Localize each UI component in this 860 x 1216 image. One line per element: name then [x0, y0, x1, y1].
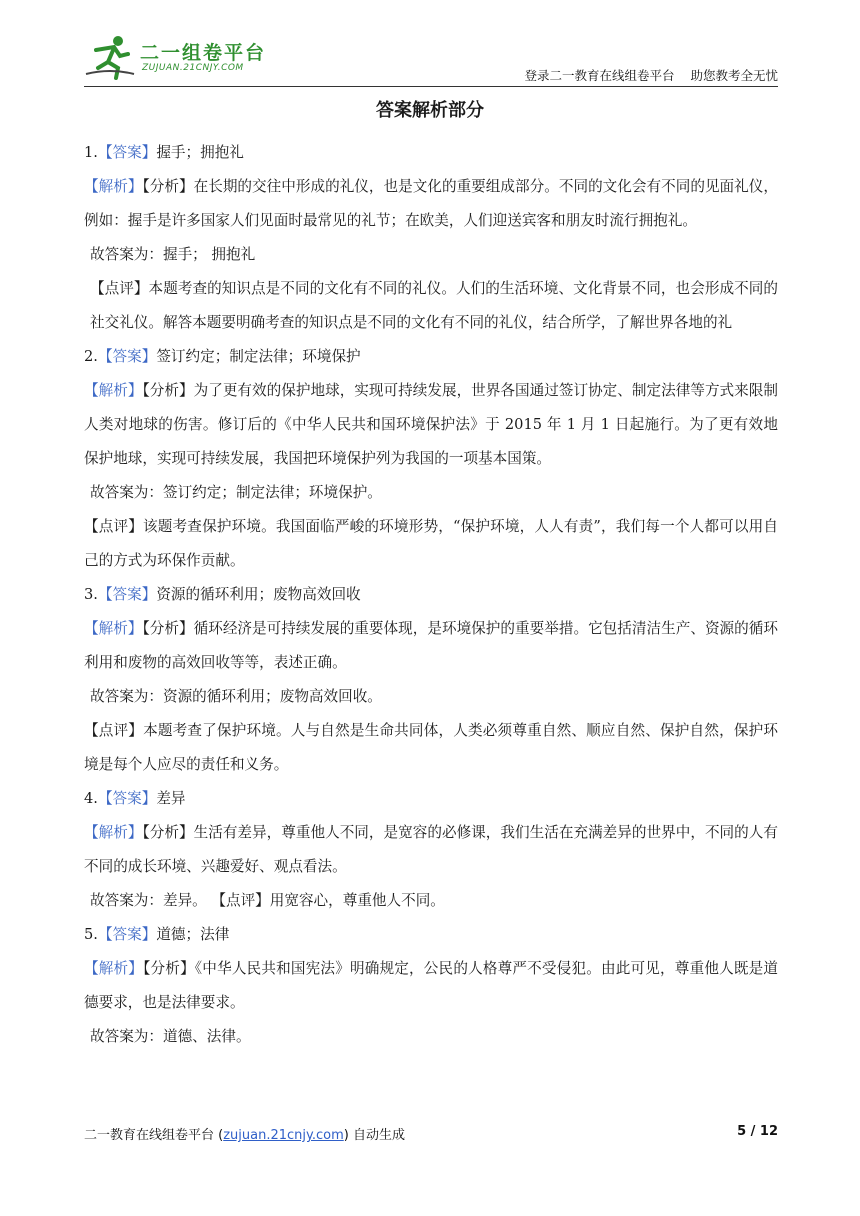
header-tagline: 助您教考全无忧	[690, 68, 778, 83]
answer-1-conclusion: 故答案为：握手； 拥抱礼	[90, 246, 256, 263]
answer-3-text: 资源的循环利用；废物高效回收	[156, 586, 361, 603]
answer-2-line	[84, 340, 778, 374]
answer-3-number: 3.	[84, 586, 98, 603]
page-title: 答案解析部分	[376, 100, 484, 121]
answer-1-line	[84, 136, 778, 170]
answer-5-conclusion: 故答案为：道德、法律。	[90, 1028, 251, 1045]
answer-4-line	[84, 782, 778, 816]
answer-4-tag: 【答案】	[97, 790, 157, 807]
footer-site-link[interactable]: zujuan.21cnjy.com	[223, 1128, 344, 1143]
logo-text: 二一组卷平台	[140, 42, 267, 64]
answer-3-tag: 【答案】	[97, 586, 157, 603]
footer-suffix: ) 自动生成	[343, 1128, 405, 1143]
answer-2-conclusion: 故答案为：签订约定；制定法律；环境保护。	[90, 484, 382, 501]
answer-2-comment: 【点评】该题考查保护环境。我国面临严峻的环境形势，“保护环境，人人有责”，我们每一个人都可以用自己的方式为环保作贡献。	[84, 518, 778, 569]
answer-3-conclusion: 故答案为：资源的循环利用；废物高效回收。	[90, 688, 382, 705]
logo-subtext: ZUJUAN.21CNJY.COM	[142, 63, 244, 73]
logo[interactable]	[84, 30, 284, 82]
footer-prefix: 二一教育在线组卷平台 (	[84, 1128, 224, 1143]
answer-list	[84, 136, 778, 1054]
answer-4-number: 4.	[84, 790, 98, 807]
header-slogan	[524, 66, 778, 84]
analysis-3-tag: 【解析】	[84, 620, 143, 637]
page-footer	[84, 1124, 778, 1144]
answer-1-number: 1.	[84, 144, 98, 161]
answer-4-conclusion: 故答案为：差异。 【点评】用宽容心，尊重他人不同。	[90, 892, 445, 909]
answer-2-tag: 【答案】	[97, 348, 157, 365]
answer-3-comment: 【点评】本题考查了保护环境。人与自然是生命共同体，人类必须尊重自然、顺应自然、保护自然，保护环境是每个人应尽的责任和义务。	[84, 722, 778, 773]
answer-1-analysis	[84, 170, 778, 238]
answer-4-text: 差异	[156, 790, 186, 807]
answer-3-analysis	[84, 612, 778, 680]
analysis-5-tag: 【解析】	[84, 960, 144, 977]
answer-5-text: 道德；法律	[156, 926, 230, 943]
analysis-2-tag: 【解析】	[84, 382, 143, 399]
header-link-login[interactable]: 登录二一教育在线组卷平台	[524, 68, 675, 83]
answer-2-number: 2.	[84, 348, 98, 365]
answer-2-analysis	[84, 374, 778, 476]
answer-4-analysis	[84, 816, 778, 884]
analysis-1-tag: 【解析】	[84, 178, 143, 195]
runner-logo-icon	[84, 34, 136, 80]
analysis-5-text: 【分析】《中华人民共和国宪法》明确规定，公民的人格尊严不受侵犯。由此可见，尊重他人既是道德要求，也是法律要求。	[84, 960, 778, 1011]
page-number: 5 / 12	[737, 1124, 778, 1139]
analysis-4-text: 【分析】生活有差异，尊重他人不同，是宽容的必修课，我们生活在充满差异的世界中，不同的人有不同的成长环境、兴趣爱好、观点看法。	[84, 824, 778, 875]
answer-3-line	[84, 578, 778, 612]
answer-1-text: 握手；拥抱礼	[156, 144, 244, 161]
answer-5-analysis	[84, 952, 778, 1020]
answer-1-tag: 【答案】	[97, 144, 157, 161]
footer-source	[84, 1124, 405, 1143]
analysis-3-text: 【分析】循环经济是可持续发展的重要体现，是环境保护的重要举措。它包括清洁生产、资源的循环利用和废物的高效回收等等，表述正确。	[84, 620, 778, 671]
analysis-2-text: 【分析】为了更有效的保护地球，实现可持续发展，世界各国通过签订协定、制定法律等方式来限制人类对地球的伤害。修订后的《中华人民共和国环境保护法》于 2015 年 1 月 1 日起施行。为了更有效地保护地球，实现可持续发展，我国把环境保护列为我国的一项基本国策。	[84, 382, 778, 467]
answer-5-number: 5.	[84, 926, 98, 943]
answer-2-text: 签订约定；制定法律；环境保护	[156, 348, 361, 365]
analysis-4-tag: 【解析】	[84, 824, 143, 841]
answer-5-line	[84, 918, 778, 952]
page-header	[84, 30, 778, 87]
answer-1-comment: 【点评】本题考查的知识点是不同的文化有不同的礼仪。人们的生活环境、文化背景不同，也会形成不同的社交礼仪。解答本题要明确考查的知识点是不同的文化有不同的礼仪，结合所学，了解世界各地的礼	[90, 280, 778, 331]
analysis-1-text: 【分析】在长期的交往中形成的礼仪，也是文化的重要组成部分。不同的文化会有不同的见面礼仪，例如：握手是许多国家人们见面时最常见的礼节；在欧美，人们迎送宾客和朋友时流行拥抱礼。	[84, 178, 778, 229]
answer-5-tag: 【答案】	[97, 926, 157, 943]
